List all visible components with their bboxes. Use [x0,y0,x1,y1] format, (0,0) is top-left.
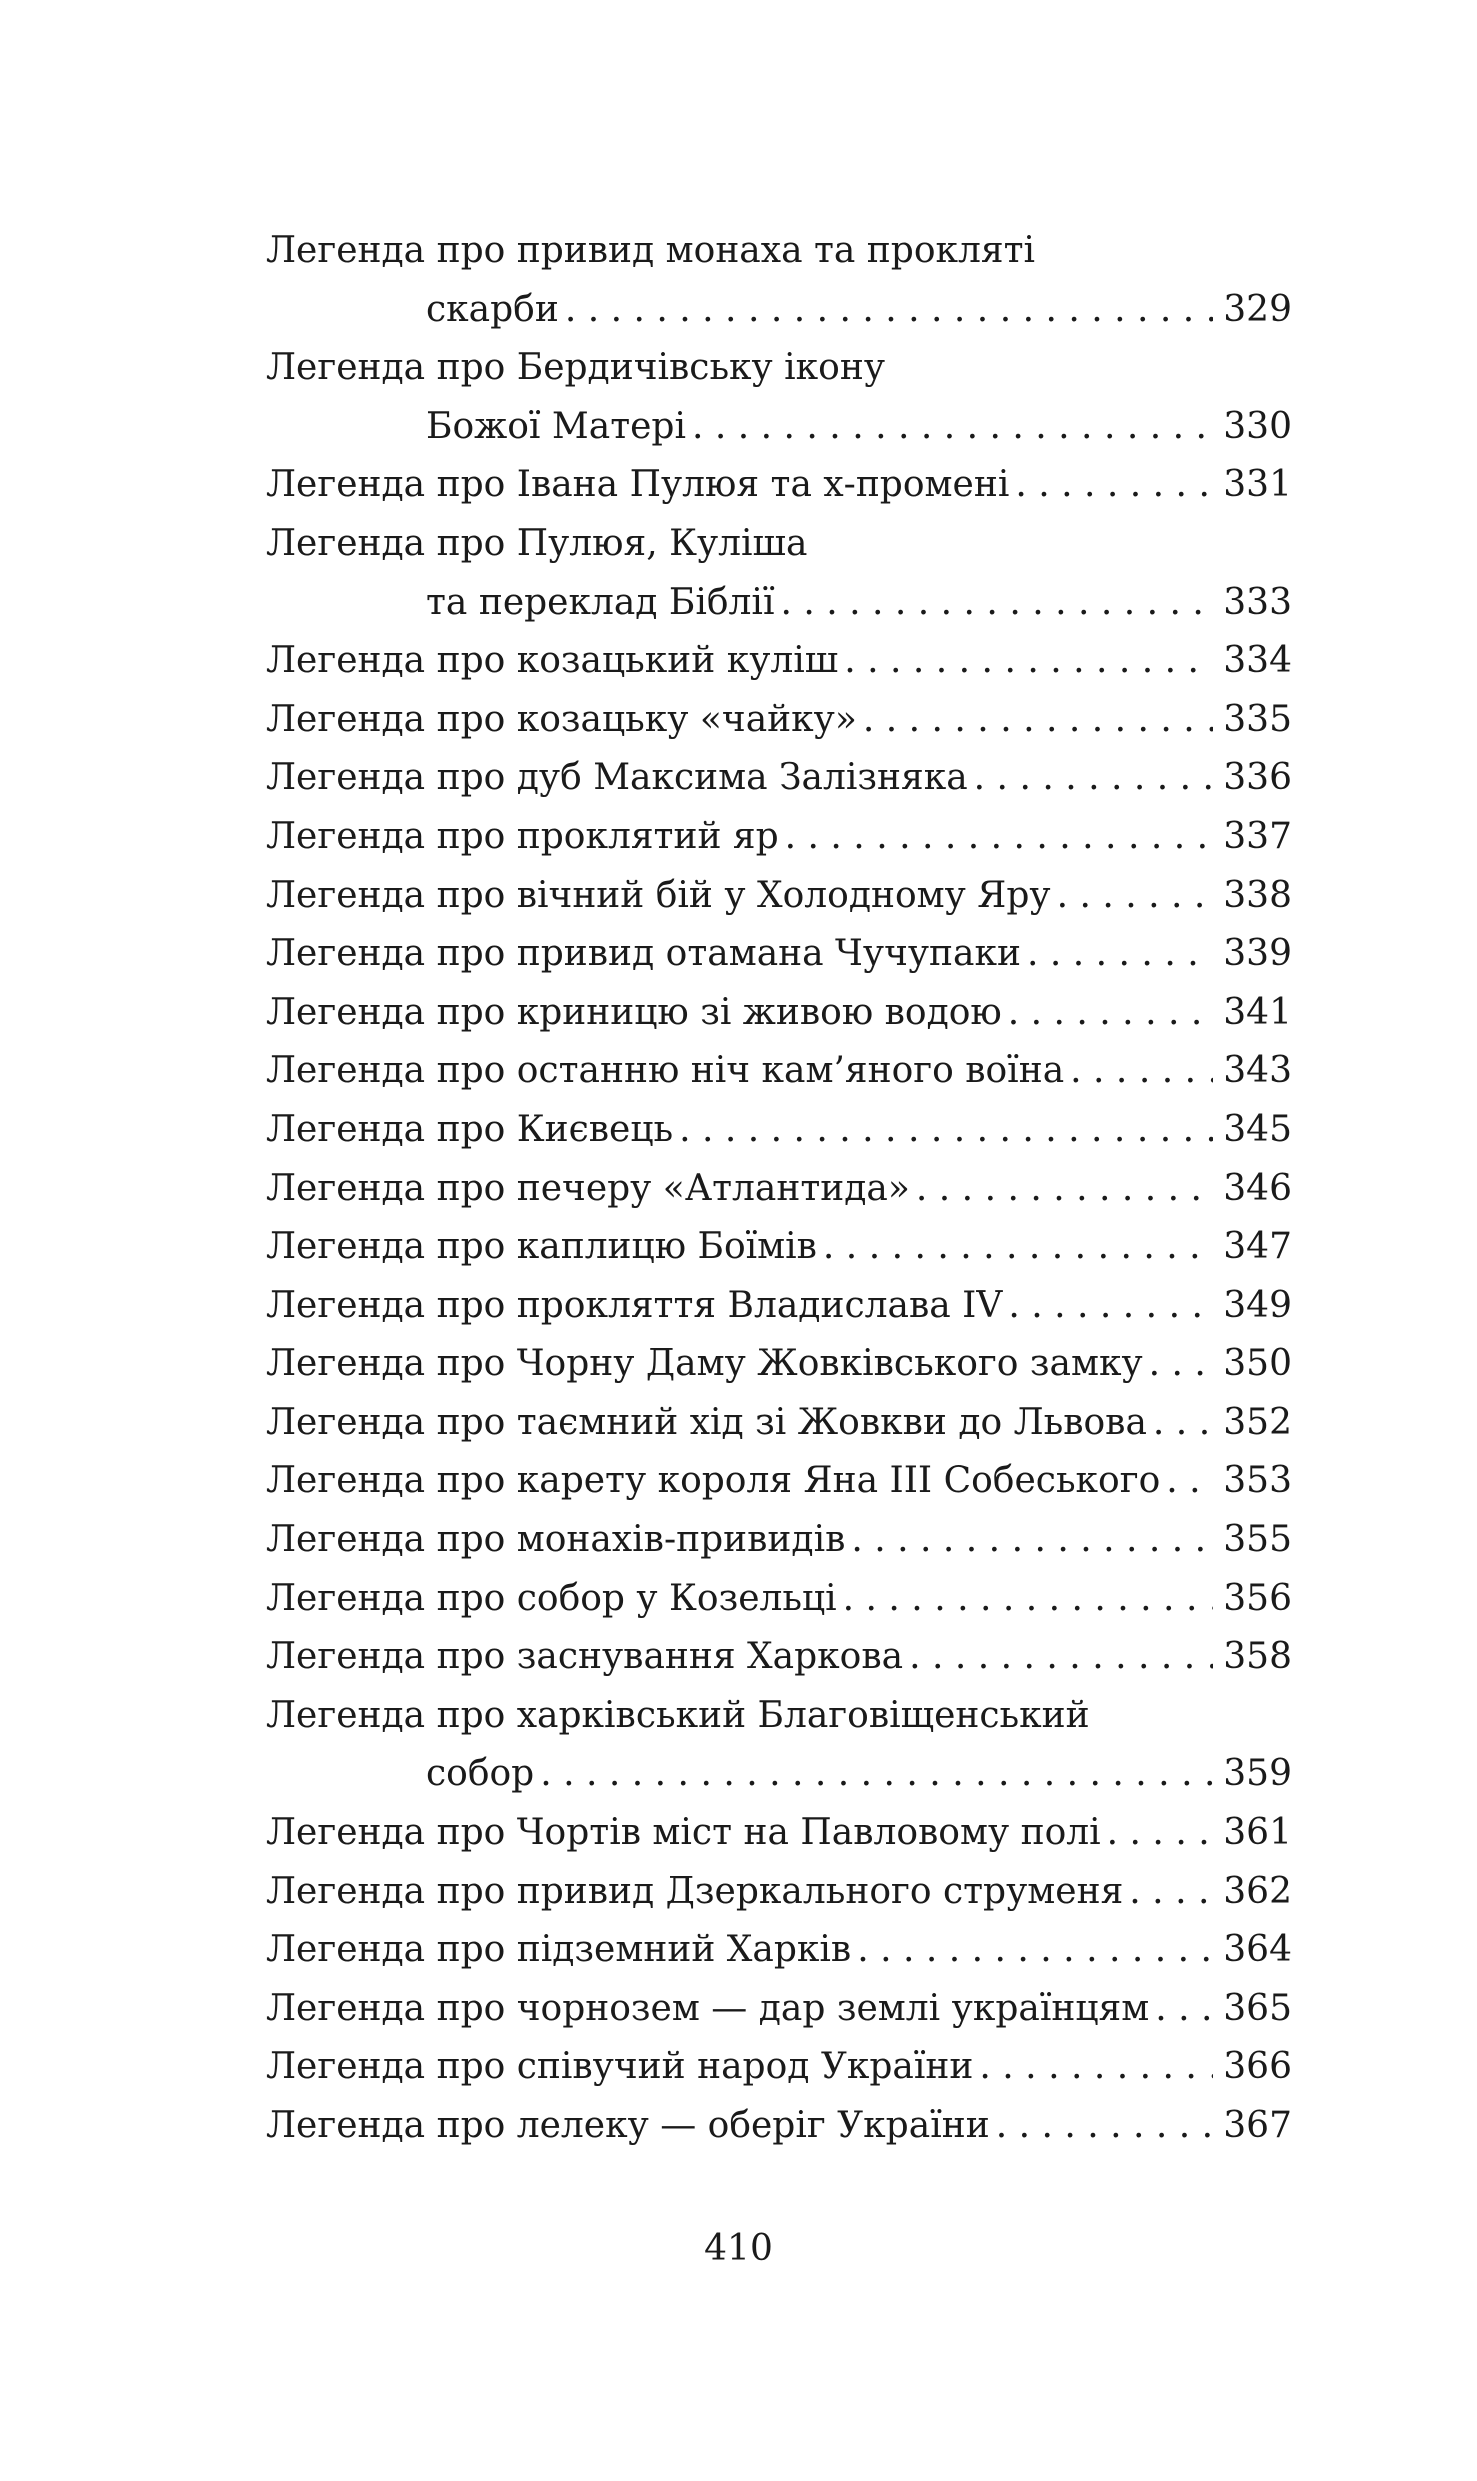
toc-entry-page: 366 [1223,2046,1292,2088]
dot-leader [1153,1394,1213,1453]
toc-entry-page: 345 [1223,1108,1292,1150]
toc-entry-line [266,808,1292,867]
toc-entry-page: 365 [1223,1987,1292,2029]
toc-entry-page: 362 [1223,1870,1292,1912]
toc-entry-title: скарби [426,288,559,330]
toc-entry-continuation [266,398,1292,457]
dot-leader [844,632,1213,691]
toc-entry-line [266,1277,1292,1336]
toc-entry-title: Легенда про монахів-привидів [266,1519,846,1561]
toc-entry-title: Легенда про проклятий яр [266,815,779,857]
toc-entry [266,2097,1292,2156]
toc-entry [266,1804,1292,1863]
toc-entry-title: та переклад Біблії [426,581,775,623]
dot-leader [780,574,1213,633]
toc-entry-title: Легенда про козацький куліш [266,640,839,682]
toc-entry-title: Легенда про вічний бій у Холодному Яру [266,874,1051,916]
toc-entry-title: Легенда про заснування Харкова [266,1636,904,1678]
toc-entry-title: Легенда про Івана Пулюя та х-промені [266,464,1010,506]
toc-entry-title: Легенда про Бердичівську ікону [266,347,886,389]
toc-entry-title: Легенда про харківський Благовіщенський [266,1694,1090,1736]
toc-entry-line [266,1218,1292,1277]
dot-leader [565,281,1213,340]
toc-entry-page: 358 [1223,1636,1292,1678]
toc-entry-line [266,1980,1292,2039]
toc-entry-line [266,867,1292,926]
dot-leader [540,1745,1213,1804]
toc-entry-line [266,925,1292,984]
toc-entry-line [266,339,1292,398]
toc-entry-line [266,1687,1292,1746]
toc-entry-title: Легенда про останню ніч кам’яного воїна [266,1050,1065,1092]
toc-entry-title: собор [426,1753,535,1795]
dot-leader [1027,925,1213,984]
toc-entry-page: 333 [1223,581,1292,623]
toc-entry-line [266,2097,1292,2156]
toc-entry-page: 329 [1223,288,1292,330]
toc-entry [266,1277,1292,1336]
toc-entry-title: Легенда про співучий народ України [266,2046,974,2088]
toc-entry [266,1511,1292,1570]
toc-entry-line [266,1628,1292,1687]
dot-leader [1149,1335,1214,1394]
toc-entry-title: Легенда про таємний хід зі Жовкви до Львова [266,1401,1147,1443]
toc-entry [266,925,1292,984]
toc-entry-page: 361 [1223,1812,1292,1854]
toc-entry-line [266,1101,1292,1160]
toc-entry-line [266,1042,1292,1101]
toc-entry [266,1042,1292,1101]
toc-entry-line [266,1863,1292,1922]
toc-entry-title: Легенда про козацьку «чайку» [266,698,857,740]
toc-entry-line [266,749,1292,808]
dot-leader [843,1570,1214,1629]
toc-entry [266,1863,1292,1922]
toc-entry-title: Легенда про собор у Козельці [266,1577,837,1619]
toc-entry-line [266,2038,1292,2097]
dot-leader [1155,1980,1213,2039]
toc-entry-continuation [266,281,1292,340]
toc-entry [266,1218,1292,1277]
toc-entry-title: Легенда про Пулюя, Куліша [266,522,808,564]
toc-entry-line [266,1921,1292,1980]
dot-leader [823,1218,1213,1277]
toc-entry [266,1628,1292,1687]
toc-entry-page: 352 [1223,1401,1292,1443]
dot-leader [679,1101,1213,1160]
toc-entry [266,515,1292,632]
toc-entry [266,1101,1292,1160]
toc-entry-title: Легенда про дуб Максима Залізняка [266,757,968,799]
toc-entry [266,1452,1292,1511]
toc-entry-title: Легенда про привид отамана Чучупаки [266,933,1021,975]
toc-entry-page: 339 [1223,933,1292,975]
toc-entry-page: 347 [1223,1226,1292,1268]
dot-leader [979,2038,1213,2097]
toc-entry [266,1335,1292,1394]
toc-entry [266,691,1292,750]
toc-entry-title: Легенда про Чортів міст на Павловому полі [266,1812,1101,1854]
toc-entry-title: Легенда про Чорну Даму Жовківського замку [266,1343,1143,1385]
toc-entry-title: Легенда про карету короля Яна ІІІ Собеського [266,1460,1161,1502]
dot-leader [974,749,1214,808]
toc-entry [266,222,1292,339]
toc-entry-page: 331 [1223,464,1292,506]
toc-entry [266,1160,1292,1219]
toc-entry [266,984,1292,1043]
toc-entry-title: Легенда про печеру «Атлантида» [266,1167,910,1209]
toc-entry-continuation [266,574,1292,633]
dot-leader [857,1921,1213,1980]
dot-leader [1107,1804,1214,1863]
toc-entry [266,1687,1292,1804]
toc-entry-line [266,1570,1292,1629]
toc-entry [266,632,1292,691]
toc-entry-line [266,456,1292,515]
toc-entry-page: 334 [1223,640,1292,682]
dot-leader [851,1511,1213,1570]
toc-entry-page: 353 [1223,1460,1292,1502]
toc-entry-page: 349 [1223,1284,1292,1326]
toc-entry-line [266,1335,1292,1394]
toc-entry [266,2038,1292,2097]
toc-entry-page: 341 [1223,991,1292,1033]
dot-leader [1008,1277,1213,1336]
toc-entry-title: Легенда про криницю зі живою водою [266,991,1002,1033]
toc-entry-page: 364 [1223,1929,1292,1971]
dot-leader [863,691,1213,750]
toc-entry-page: 350 [1223,1343,1292,1385]
dot-leader [996,2097,1214,2156]
toc-entry [266,1570,1292,1629]
dot-leader [785,808,1214,867]
toc-entry-title: Легенда про каплицю Боїмів [266,1226,817,1268]
toc-entry-title: Божої Матері [426,405,686,447]
toc-entry-title: Легенда про чорнозем — дар землі українцям [266,1987,1150,2029]
toc-entry-title: Легенда про Києвець [266,1108,674,1150]
toc-entry-line [266,1452,1292,1511]
toc-entry [266,456,1292,515]
toc-entry-title: Легенда про привид Дзеркального струменя [266,1870,1124,1912]
toc-entry-title: Легенда про привид монаха та прокляті [266,230,1036,271]
toc-entry-page: 335 [1223,698,1292,740]
toc-entry-line [266,632,1292,691]
dot-leader [916,1160,1213,1219]
toc-entry-title: Легенда про лелеку — оберіг України [266,2105,990,2146]
toc-entry [266,749,1292,808]
toc-entry-page: 367 [1223,2105,1292,2146]
toc-entry-page: 356 [1223,1577,1292,1619]
dot-leader [1070,1042,1213,1101]
toc-entry-page: 337 [1223,815,1292,857]
toc-entry-page: 346 [1223,1167,1292,1209]
toc-entry [266,808,1292,867]
toc-entry-page: 343 [1223,1050,1292,1092]
dot-leader [1008,984,1214,1043]
dot-leader [1057,867,1214,926]
toc-entry [266,1980,1292,2039]
toc-entry-line [266,1511,1292,1570]
toc-entry-line [266,515,1292,574]
toc-entry [266,867,1292,926]
toc-entry [266,339,1292,456]
toc-entry-line [266,1160,1292,1219]
toc-entry-line [266,1394,1292,1453]
dot-leader [1129,1863,1213,1922]
dot-leader [909,1628,1213,1687]
toc-entry-page: 359 [1223,1753,1292,1795]
toc-entry-continuation [266,1745,1292,1804]
toc-entry-page: 336 [1223,757,1292,799]
toc-entry-page: 338 [1223,874,1292,916]
toc-entry [266,1394,1292,1453]
toc-entry-page: 355 [1223,1519,1292,1561]
toc-entry-line [266,984,1292,1043]
dot-leader [1166,1452,1213,1511]
toc-entry-line [266,691,1292,750]
toc-entry-title: Легенда про підземний Харків [266,1929,852,1971]
toc-entry [266,1921,1292,1980]
toc-entry-line [266,1804,1292,1863]
dot-leader [692,398,1213,457]
toc-entry-title: Легенда про прокляття Владислава IV [266,1284,1003,1326]
dot-leader [1015,456,1213,515]
toc-entry-line [266,222,1292,281]
toc-entry-page: 330 [1223,405,1292,447]
page-number: 410 [704,2228,773,2269]
table-of-contents [266,222,1292,2156]
